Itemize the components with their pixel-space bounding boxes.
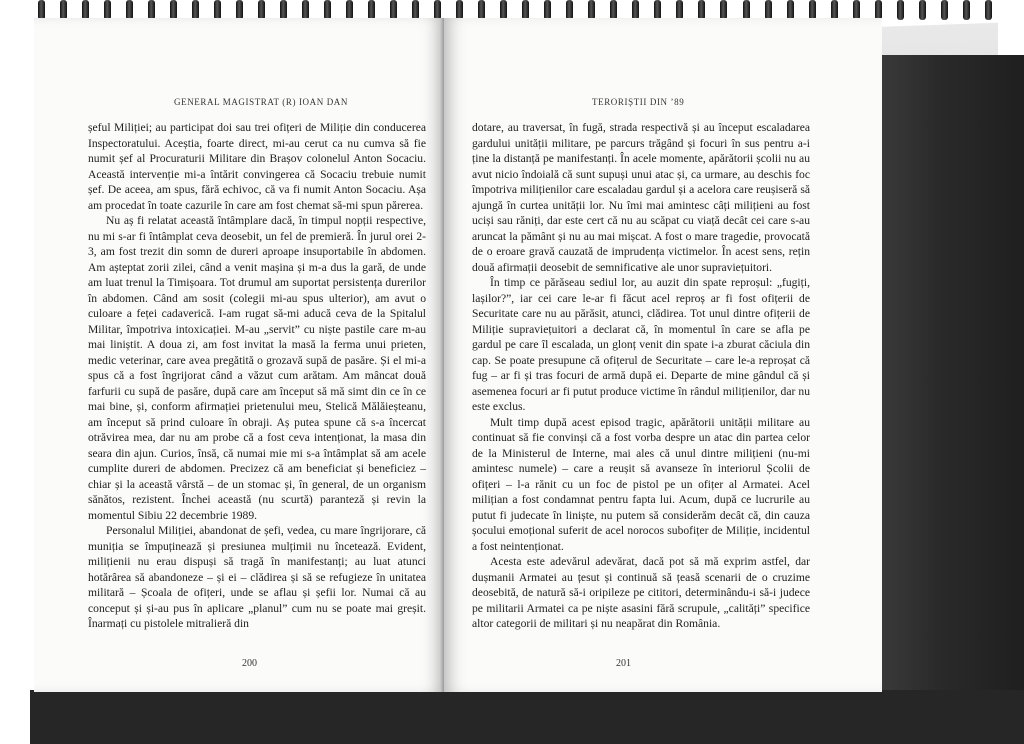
right-page: [444, 18, 882, 692]
right-paragraph-2: În timp ce părăseau sediul lor, au auzit din spate reproșul: „fugiți, lașilor?”, iar cei care le-ar fi făcut acel reproș ar fi fost ofițerii de Securitate care nu au părăsit, atunci, clădirea. Tot unul dintre ofițerii de Miliție supraviețuitori a declarat că, în momentul în care se afla pe gardul pe care îl escalada, un glonț venit din spate i-a zburat căciula din cap. Se poate presupune că ofițerul de Securitate – care le-a reproșat că fug – ar fi și tras focuri de armă după ei. Departe de mine gândul că și asemenea focuri ar fi putut produce victime în rândul milițienilor, dar nu este exclus.: [472, 276, 810, 413]
left-running-head: GENERAL MAGISTRAT (R) IOAN DAN: [174, 97, 348, 107]
right-page-body: [472, 120, 810, 632]
left-paragraph-1: șeful Miliției; au participat doi sau trei ofițeri de Miliție din conducerea Inspectoratului. Aceștia, foarte direct, mi-au cerut ca nu cumva să fie numit șef al Procuraturii Militare din Brașov colonelul Anton Socaciu. Această intervenție mi-a întărit convingerea că Socaciu trebuie numit șef. De aceea, am spus, fără echivoc, că va fi numit Anton Socaciu. Așa am procedat în toate cazurile în care am fost chemat să-mi spun părerea.: [88, 121, 426, 212]
right-paragraph-3: Mult timp după acest episod tragic, apărătorii unității militare au continuat să fie convinși că a fost vorba despre un atac din partea celor de la Ministerul de Interne, mai ales că unul dintre milițieni (nu-mi amintesc numele) – care a reușit să avanseze în interiorul Școlii de ofițeri – l-a rănit cu un foc de pistol pe un ofițer al Armatei. Acel milițian a fost condamnat pentru fapta lui. Acum, după ce lucrurile au putut fi judecate în liniște, nu putem să considerăm decât că, din cauza șocului emoțional suferit de acel norocos subofițer de Miliție, incidentul a fost neintenționat.: [472, 415, 810, 553]
right-page-number: 201: [616, 658, 631, 669]
left-page-body: [88, 120, 426, 632]
left-paragraph-3: Personalul Miliției, abandonat de șefi, vedea, cu mare îngrijorare, că muniția se împuținează și presiunea mulțimii nu încetează. Evident, milițienii nu erau dispuși să tragă în manifestanți; au luat atunci hotărârea să abandoneze – și ei – clădirea și să se refugieze în unitatea militară – Școala de ofițeri, unde se aflau și șefii lor. Numai că au conceput și și-au pus în aplicare „planul” cum nu se poate mai greșit. Înarmați cu pistolele mitralieră din: [88, 524, 426, 630]
left-paragraph-2: Nu aș fi relatat această întâmplare dacă, în timpul nopții respective, nu mi s-ar fi întâmplat ceva deosebit, un fel de premieră. În jurul orei 2-3, am fost trezit din somn de dureri aproape insuportabile în abdomen. Am așteptat zorii zilei, când a venit mașina și m-a dus la gară, de unde am luat trenul la Timișoara. Tot drumul am suportat persistența durerilor în abdomen. Când am sosit (colegii mi-au spus ulterior), am avut o culoare a feței cadaverică. I-am rugat să-mi aducă ceva de la Spitalul Militar, împotriva intoxicației. M-au „servit” cu niște pastile care m-au mai liniștit. A doua zi, am fost invitat la masă la ferma unui prieten, medic veterinar, care avea pregătită o grozavă supă de pasăre. Și el mi-a spus că a fost îngrijorat când a văzut cum arătam. Am mâncat două farfurii cu supă de pasăre, după care am început să mă simt din ce în ce mai bine, și, conform afirmației prietenului meu, Stelică Mălăieșteanu, am început să prind culoare în obraji. Aș putea spune că s-a încercat otrăvirea mea, dar nu am probe că a fost ceva intenționat, la masa din seara din ajun. Curios, însă, că numai mie mi s-a întâmplat să am acele cumplite dureri de abdomen. Precizez că am beneficiat și beneficiez – chiar și la această vârstă – de un stomac și, în general, de un organism sănătos, rezistent. Închei această (nu scurtă) paranteză și revin la momentul Sibiu 22 decembrie 1989.: [88, 214, 426, 522]
left-page: [34, 18, 444, 692]
left-page-number: 200: [242, 658, 257, 669]
right-running-head: TERORIȘTII DIN ’89: [592, 97, 685, 107]
scan-background-bottom: [30, 690, 1024, 744]
right-paragraph-4: Acesta este adevărul adevărat, dacă pot să mă exprim astfel, dar dușmanii Armatei au țesut și continuă să țeasă scenarii de o cruzime deosebită, de natură să-i oripileze pe cititori, determinându-i să-i judece pe militarii Armatei ca pe niște asasini fără scrupule, „calități” specifice altor categorii de militari și nu neapărat din România.: [472, 555, 810, 630]
right-paragraph-1: dotare, au traversat, în fugă, strada respectivă și au început escaladarea gardului unității militare, pe parcurs trăgând și focuri în sus pentru a-i ține la distanță pe manifestanți. În acele momente, apărătorii școlii nu au avut nicio îndoială că sunt supuși unui atac și, ca urmare, au deschis foc împotriva milițienilor care escaladau gardul și a acelora care reușiseră să ajungă în curtea unității lor. Nu îmi mai amintesc câți milițieni au fost uciși sau răniți, dar este cert că nu au scăpat cu viață decât cei care s-au aruncat la pământ și nu au mai mișcat. A fost o mare tragedie, provocată de o eroare gravă cauzată de imprudența victimelor. În acest sens, rețin două afirmații deosebit de semnificative ale unor supraviețuitori.: [472, 121, 810, 274]
scan-background-right: [880, 55, 1024, 695]
